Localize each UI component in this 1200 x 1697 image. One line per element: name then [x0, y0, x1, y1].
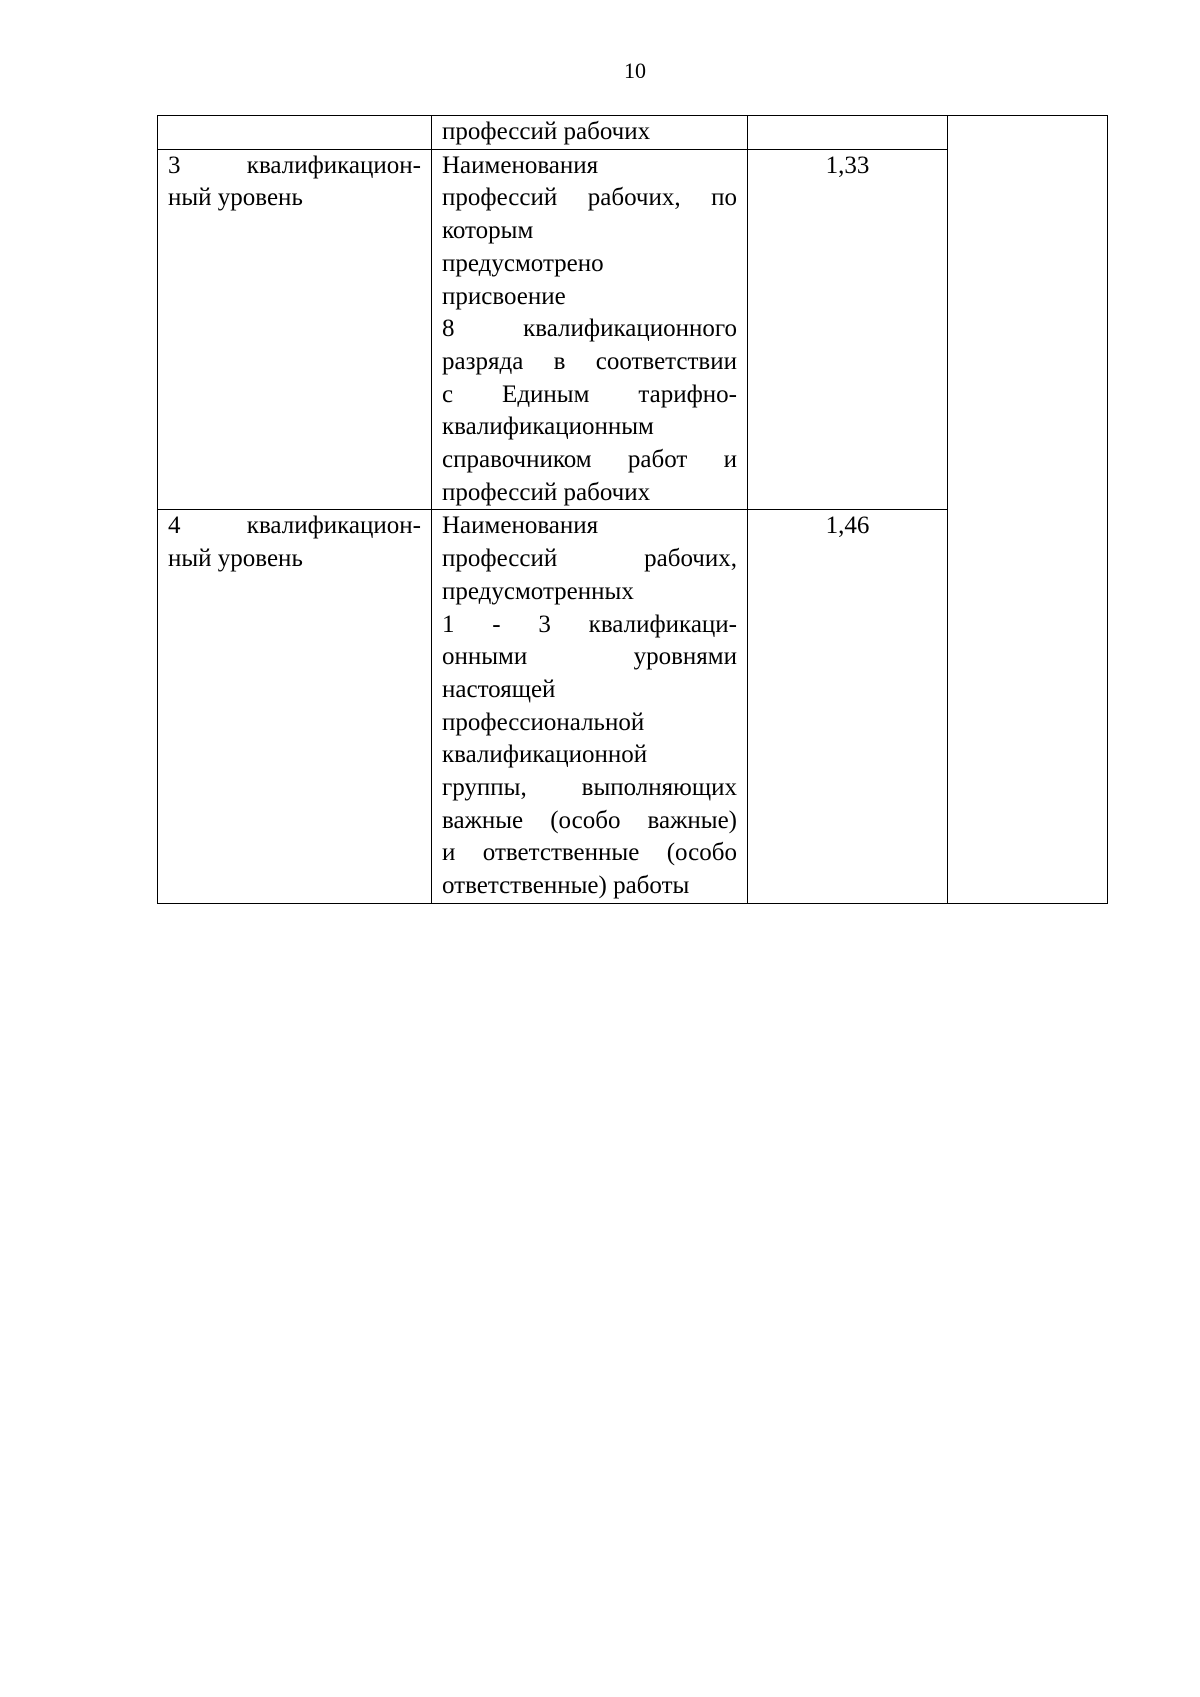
level-number: 3	[168, 151, 181, 179]
description-line: настоящей	[442, 675, 556, 703]
description-cell	[432, 149, 748, 510]
description-line: профессиональной	[442, 708, 645, 736]
coefficient-cell: 1,46	[748, 510, 948, 903]
level-tail: ный уровень	[168, 184, 303, 212]
description-line: предусмотрено	[442, 249, 604, 277]
description-line: профессий рабочих	[442, 118, 651, 145]
description-line: которым	[442, 217, 534, 245]
empty-column-cell	[948, 116, 1108, 904]
level-word: квалификацион-	[246, 151, 421, 179]
description-line: квалификационной	[442, 741, 648, 769]
level-tail: ный уровень	[168, 545, 303, 573]
level-word: квалификацион-	[246, 512, 421, 540]
description-line: онными уровнями	[442, 643, 737, 671]
description-line: разряда в соответствии	[442, 347, 737, 375]
coefficient-cell	[748, 116, 948, 150]
description-line: квалификационным	[442, 413, 654, 441]
level-title-line	[168, 510, 421, 543]
level-title-line	[168, 150, 421, 183]
description-cell	[432, 116, 748, 150]
page-number: 10	[624, 58, 646, 83]
table-row	[158, 116, 1108, 150]
level-cell	[158, 149, 432, 510]
description-line: важные (особо важные)	[442, 806, 737, 834]
description-line: 1 - 3 квалификаци-	[442, 610, 737, 638]
description-line: справочником работ и	[442, 446, 737, 474]
description-cell	[432, 510, 748, 903]
description-line: предусмотренных	[442, 577, 634, 605]
description-line: профессий рабочих	[442, 478, 651, 506]
description-line: профессий рабочих,	[442, 545, 737, 573]
description-line: ответственные) работы	[442, 872, 690, 900]
qualification-table	[157, 115, 1108, 904]
description-line: присвоение	[442, 282, 566, 310]
level-number: 4	[168, 512, 181, 540]
level-cell	[158, 510, 432, 903]
description-line: с Единым тарифно-	[442, 380, 737, 408]
description-line: Наименования	[442, 151, 599, 179]
level-cell	[158, 116, 432, 150]
description-line: Наименования	[442, 512, 599, 540]
coefficient-cell: 1,33	[748, 149, 948, 510]
description-line: группы, выполняющих	[442, 774, 737, 802]
description-line: 8 квалификационного	[442, 315, 737, 343]
description-line: и ответственные (особо	[442, 839, 737, 867]
description-line: профессий рабочих, по	[442, 184, 737, 212]
